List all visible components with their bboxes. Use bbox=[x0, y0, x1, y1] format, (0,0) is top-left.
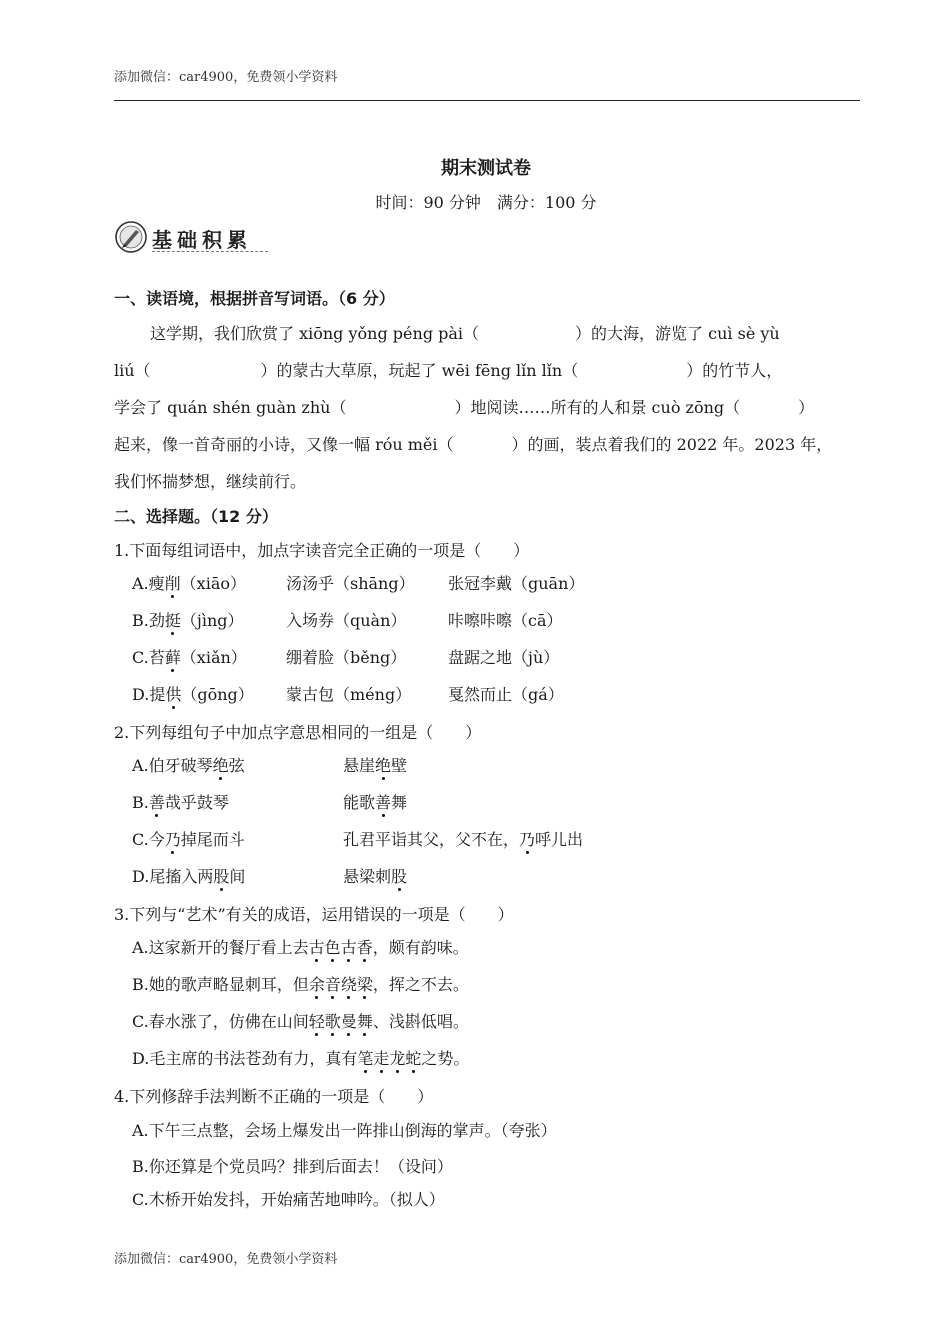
q1-option-b-word3: 咔嚓咔嚓（cā） bbox=[448, 611, 563, 630]
part1-line-4: 起来，像一首奇丽的小诗，又像一幅 róu měi（ ）的画，装点着我们的 2022 年。2023 年， bbox=[114, 435, 833, 454]
q2-option-b: B.善哉乎鼓琴 bbox=[132, 790, 229, 813]
emphasis-char: 古 bbox=[309, 935, 325, 958]
emphasis-char: 歌 bbox=[325, 1009, 341, 1032]
q1-option-d-word2: 蒙古包（méng） bbox=[286, 685, 412, 704]
emphasis-char: 古 bbox=[341, 935, 357, 958]
emphasis-char: 香 bbox=[357, 935, 373, 958]
q3-option-b: B.她的歌声略显刺耳，但余音绕梁，挥之不去。 bbox=[132, 972, 469, 995]
part1-line-5: 我们怀揣梦想，继续前行。 bbox=[114, 472, 307, 491]
q1-option-d-word3: 戛然而止（gá） bbox=[448, 685, 564, 704]
question-2-stem: 2.下列每组句子中加点字意思相同的一组是（ ） bbox=[114, 723, 482, 742]
emphasis-char: 走 bbox=[373, 1046, 389, 1069]
q2-option-c-compare: 孔君平诣其父，父不在，乃呼儿出 bbox=[343, 827, 583, 850]
emphasis-char: 音 bbox=[325, 972, 341, 995]
q4-option-a: A.下午三点整，会场上爆发出一阵排山倒海的掌声。（夸张） bbox=[132, 1121, 557, 1140]
q1-option-c-word2: 绷着脸（běng） bbox=[286, 648, 407, 667]
q2-option-a: A.伯牙破琴绝弦 bbox=[132, 753, 245, 776]
q4-option-c: C.木桥开始发抖，开始痛苦地呻吟。（拟人） bbox=[132, 1190, 445, 1209]
emphasis-char: 舞 bbox=[357, 1009, 373, 1032]
emphasis-char: 蛇 bbox=[405, 1046, 421, 1069]
emphasis-char: 色 bbox=[325, 935, 341, 958]
q1-option-c-word3: 盘踞之地（jù） bbox=[448, 648, 560, 667]
emphasis-char: 笔 bbox=[357, 1046, 373, 1069]
part2-heading: 二、选择题。（12 分） bbox=[114, 507, 278, 526]
q1-option-b: B.劲挺（jìng） bbox=[132, 608, 244, 631]
part1-line-3: 学会了 quán shén guàn zhù（ ）地阅读……所有的人和景 cuò zōng（ ） bbox=[114, 398, 815, 417]
section-banner-label: 基础积累 bbox=[152, 228, 252, 252]
q2-option-b-compare: 能歌善舞 bbox=[343, 790, 407, 813]
emphasis-char: 曼 bbox=[341, 1009, 357, 1032]
emphasis-char: 余 bbox=[309, 972, 325, 995]
exam-title: 期末测试卷 bbox=[441, 158, 531, 179]
q2-option-a-compare: 悬崖绝壁 bbox=[343, 753, 407, 776]
q4-option-b: B.你还算是个党员吗？排到后面去！（设问） bbox=[132, 1157, 453, 1176]
question-4-stem: 4.下列修辞手法判断不正确的一项是（ ） bbox=[114, 1087, 434, 1106]
q1-option-a: A.瘦削（xiāo） bbox=[132, 571, 246, 594]
part1-line-1: 这学期，我们欣赏了 xiōng yǒng péng pài（ ）的大海，游览了 cuì sè yù bbox=[150, 324, 780, 343]
q2-option-c: C.今乃掉尾而斗 bbox=[132, 827, 245, 850]
banner-underline bbox=[152, 251, 268, 252]
footer-note: 添加微信：car4900，免费领小学资料 bbox=[114, 1252, 338, 1267]
part1-heading: 一、读语境，根据拼音写词语。（6 分） bbox=[114, 289, 395, 308]
question-3-stem: 3.下列与“艺术”有关的成语，运用错误的一项是（ ） bbox=[114, 905, 514, 924]
q3-option-c: C.春水涨了，仿佛在山间轻歌曼舞、浅斟低唱。 bbox=[132, 1009, 469, 1032]
q1-option-b-word2: 入场券（quàn） bbox=[286, 611, 407, 630]
emphasis-char: 绕 bbox=[341, 972, 357, 995]
emphasis-char: 龙 bbox=[389, 1046, 405, 1069]
part1-line-2: liú（ ）的蒙古大草原，玩起了 wēi fēng lǐn lǐn（ ）的竹节人， bbox=[114, 361, 783, 380]
q3-option-d: D.毛主席的书法苍劲有力，真有笔走龙蛇之势。 bbox=[132, 1046, 469, 1069]
emphasis-char: 轻 bbox=[309, 1009, 325, 1032]
q3-option-a: A.这家新开的餐厅看上去古色古香，颇有韵味。 bbox=[132, 935, 469, 958]
q2-option-d: D.尾搐入两股间 bbox=[132, 864, 245, 887]
q1-option-d: D.提供（gōng） bbox=[132, 682, 254, 705]
header-note: 添加微信：car4900，免费领小学资料 bbox=[114, 70, 338, 85]
header-divider bbox=[114, 100, 860, 101]
q1-option-c: C.苔藓（xiǎn） bbox=[132, 645, 247, 668]
q1-option-a-word2: 汤汤乎（shāng） bbox=[286, 574, 415, 593]
q1-option-a-word3: 张冠李戴（guān） bbox=[448, 574, 585, 593]
emphasis-char: 梁 bbox=[357, 972, 373, 995]
question-1-stem: 1.下面每组词语中，加点字读音完全正确的一项是（ ） bbox=[114, 541, 530, 560]
q2-option-d-compare: 悬梁刺股 bbox=[343, 864, 407, 887]
exam-subtitle: 时间：90 分钟 满分：100 分 bbox=[375, 193, 597, 212]
pen-brush-icon bbox=[114, 220, 148, 254]
